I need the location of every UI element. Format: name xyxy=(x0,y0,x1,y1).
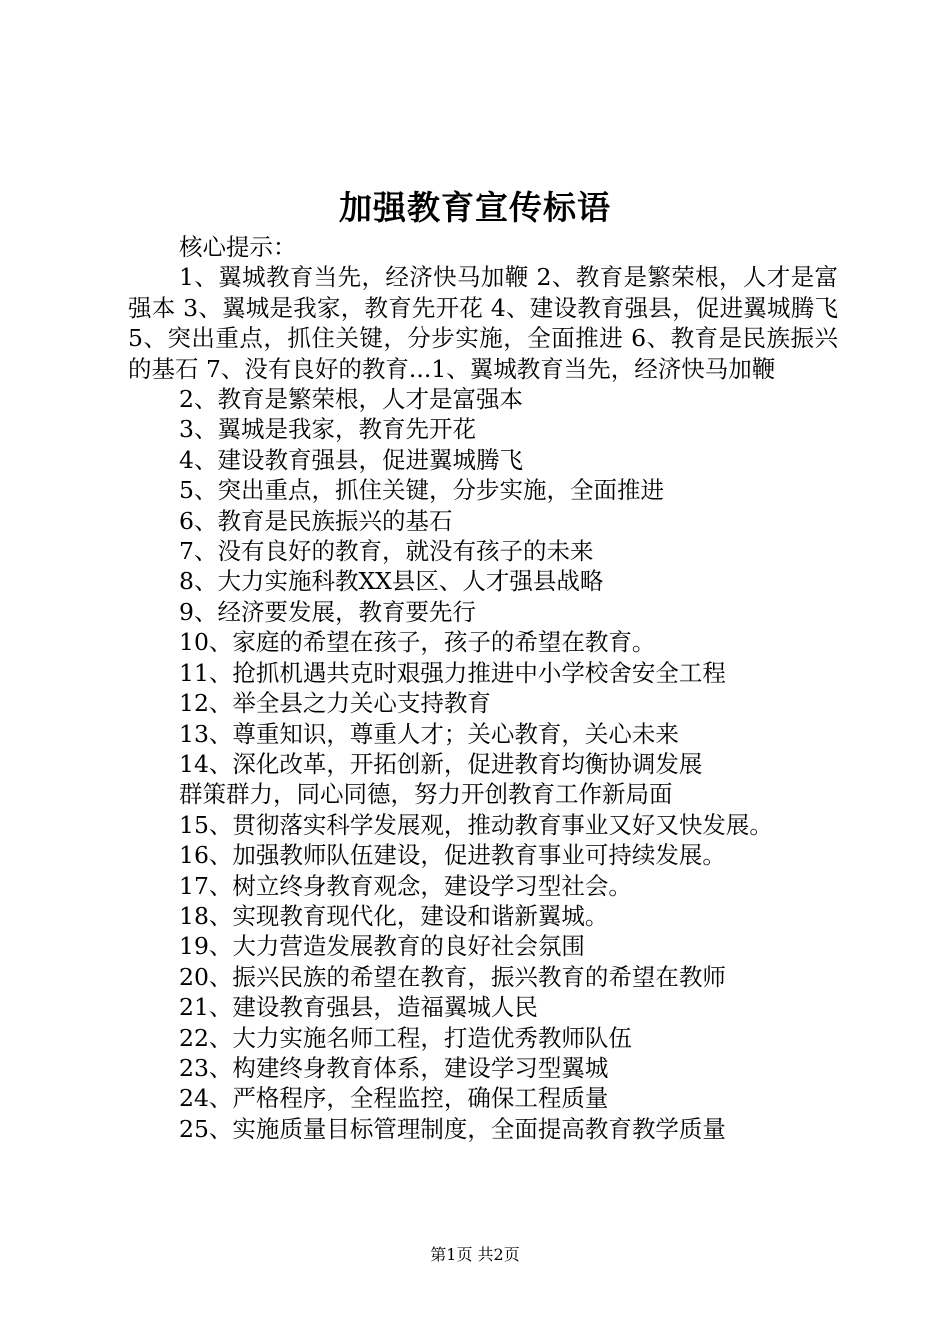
slogan-item: 25、实施质量目标管理制度，全面提高教育教学质量 xyxy=(179,1114,726,1143)
slogan-item: 21、建设教育强县，造福翼城人民 xyxy=(179,993,538,1022)
slogan-item: 15、贯彻落实科学发展观，推动教育事业又好又快发展。 xyxy=(179,810,773,839)
slogan-item: 8、大力实施科教XX县区、人才强县战略 xyxy=(179,567,604,596)
page-footer: 第1页 共2页 xyxy=(430,1245,520,1264)
slogan-item: 16、加强教师队伍建设，促进教育事业可持续发展。 xyxy=(179,841,726,870)
slogan-item: 11、抢抓机遇共克时艰强力推进中小学校舍安全工程 xyxy=(179,658,726,687)
slogan-item: 22、大力实施名师工程，打造优秀教师队伍 xyxy=(179,1023,632,1052)
slogan-item: 4、建设教育强县，促进翼城腾飞 xyxy=(179,445,523,474)
slogan-item: 6、教育是民族振兴的基石 xyxy=(179,506,453,535)
intro-paragraph: 1、翼城教育当先，经济快马加鞭 2、教育是繁荣根，人才是富强本 3、翼城是我家，教育先开花 4、建设教育强县，促进翼城腾飞 5、突出重点，抓住关键，分步实施，全面推进 6、教育是民族振兴的基石 7、没有良好的教育...1、翼城教育当先，经济快马加鞭 xyxy=(128,263,838,383)
slogan-item: 24、严格程序，全程监控，确保工程质量 xyxy=(179,1084,609,1113)
slogan-item: 3、翼城是我家，教育先开花 xyxy=(179,415,476,444)
slogan-item: 19、大力营造发展教育的良好社会氛围 xyxy=(179,932,585,961)
slogan-item: 23、构建终身教育体系，建设学习型翼城 xyxy=(179,1053,609,1082)
core-hint-label: 核心提示： xyxy=(179,233,297,261)
slogan-item: 7、没有良好的教育，就没有孩子的未来 xyxy=(179,537,594,566)
slogan-item: 20、振兴民族的希望在教育，振兴教育的希望在教师 xyxy=(179,962,726,991)
slogan-item: 5、突出重点，抓住关键，分步实施，全面推进 xyxy=(179,476,664,505)
document-body xyxy=(128,232,838,1144)
slogan-item: 12、举全县之力关心支持教育 xyxy=(179,689,491,718)
slogan-item: 10、家庭的希望在孩子，孩子的希望在教育。 xyxy=(179,628,656,657)
slogan-item: 13、尊重知识，尊重人才；关心教育，关心未来 xyxy=(179,719,679,748)
slogan-item: 14、深化改革，开拓创新，促进教育均衡协调发展 xyxy=(179,749,703,778)
slogan-item: 2、教育是繁荣根，人才是富强本 xyxy=(179,385,523,414)
page-title: 加强教育宣传标语 xyxy=(339,188,611,227)
slogan-item: 9、经济要发展，教育要先行 xyxy=(179,597,476,626)
slogan-item: 群策群力，同心同德，努力开创教育工作新局面 xyxy=(179,780,673,809)
slogan-item: 18、实现教育现代化，建设和谐新翼城。 xyxy=(179,901,609,930)
slogan-item: 17、树立终身教育观念，建设学习型社会。 xyxy=(179,871,632,900)
